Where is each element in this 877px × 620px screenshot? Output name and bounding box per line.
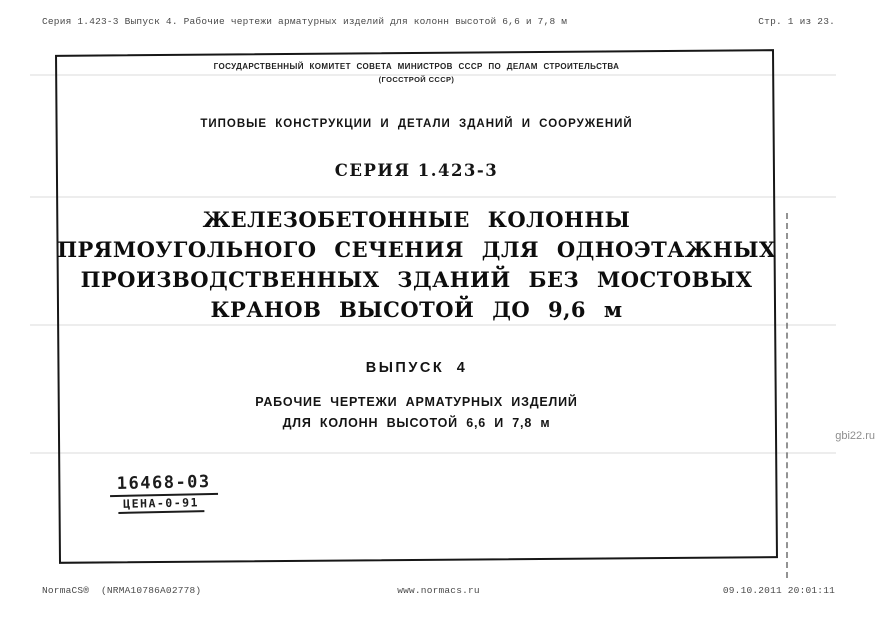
document-title: [57, 205, 776, 325]
title-line-4: КРАНОВ ВЫСОТОЙ ДО 9,6 м: [210, 297, 623, 322]
document-category: ТИПОВЫЕ КОНСТРУКЦИИ И ДЕТАЛИ ЗДАНИЙ И СООРУЖЕНИЙ: [200, 118, 633, 130]
stamp-inventory-number: 16468-03: [110, 472, 218, 497]
issuing-authority-line2: (ГОССТРОЙ СССР): [378, 75, 455, 84]
title-line-1: ЖЕЛЕЗОБЕТОННЫЕ КОЛОННЫ: [202, 207, 631, 232]
print-footer: [0, 585, 877, 599]
page-counter: Стр. 1 из 23.: [758, 16, 835, 27]
issuing-authority-line1: ГОСУДАРСТВЕННЫЙ КОМИТЕТ СОВЕТА МИНИСТРОВ СССР ПО ДЕЛАМ СТРОИТЕЛЬСТВА: [213, 62, 620, 71]
title-line-2: ПРЯМОУГОЛЬНОГО СЕЧЕНИЯ ДЛЯ ОДНОЭТАЖНЫХ: [57, 237, 776, 262]
issue-number: ВЫПУСК 4: [365, 360, 468, 376]
stamp-price: ЦЕНА-0-91: [118, 495, 204, 514]
issue-description-line2: ДЛЯ КОЛОНН ВЫСОТОЙ 6,6 И 7,8 м: [282, 416, 551, 430]
print-header-title: Серия 1.423-3 Выпуск 4. Рабочие чертежи арматурных изделий для колонн высотой 6,6 и 7,8 м: [42, 16, 568, 27]
issue-description-line1: РАБОЧИЕ ЧЕРТЕЖИ АРМАТУРНЫХ ИЗДЕЛИЙ: [255, 395, 578, 409]
footer-print-timestamp: 09.10.2011 20:01:11: [722, 585, 835, 596]
site-watermark: gbi22.ru: [835, 430, 875, 442]
print-header: [0, 16, 877, 30]
series-number: СЕРИЯ 1.423-3: [334, 161, 499, 180]
scan-artifact-line: [786, 213, 788, 578]
footer-license-id: NormaCS® (NRMA10786A02778): [42, 585, 202, 596]
footer-site-url: www.normacs.ru: [397, 585, 480, 596]
title-line-3: ПРОИЗВОДСТВЕННЫХ ЗДАНИЙ БЕЗ МОСТОВЫХ: [80, 267, 753, 292]
inventory-stamp: [110, 472, 219, 514]
